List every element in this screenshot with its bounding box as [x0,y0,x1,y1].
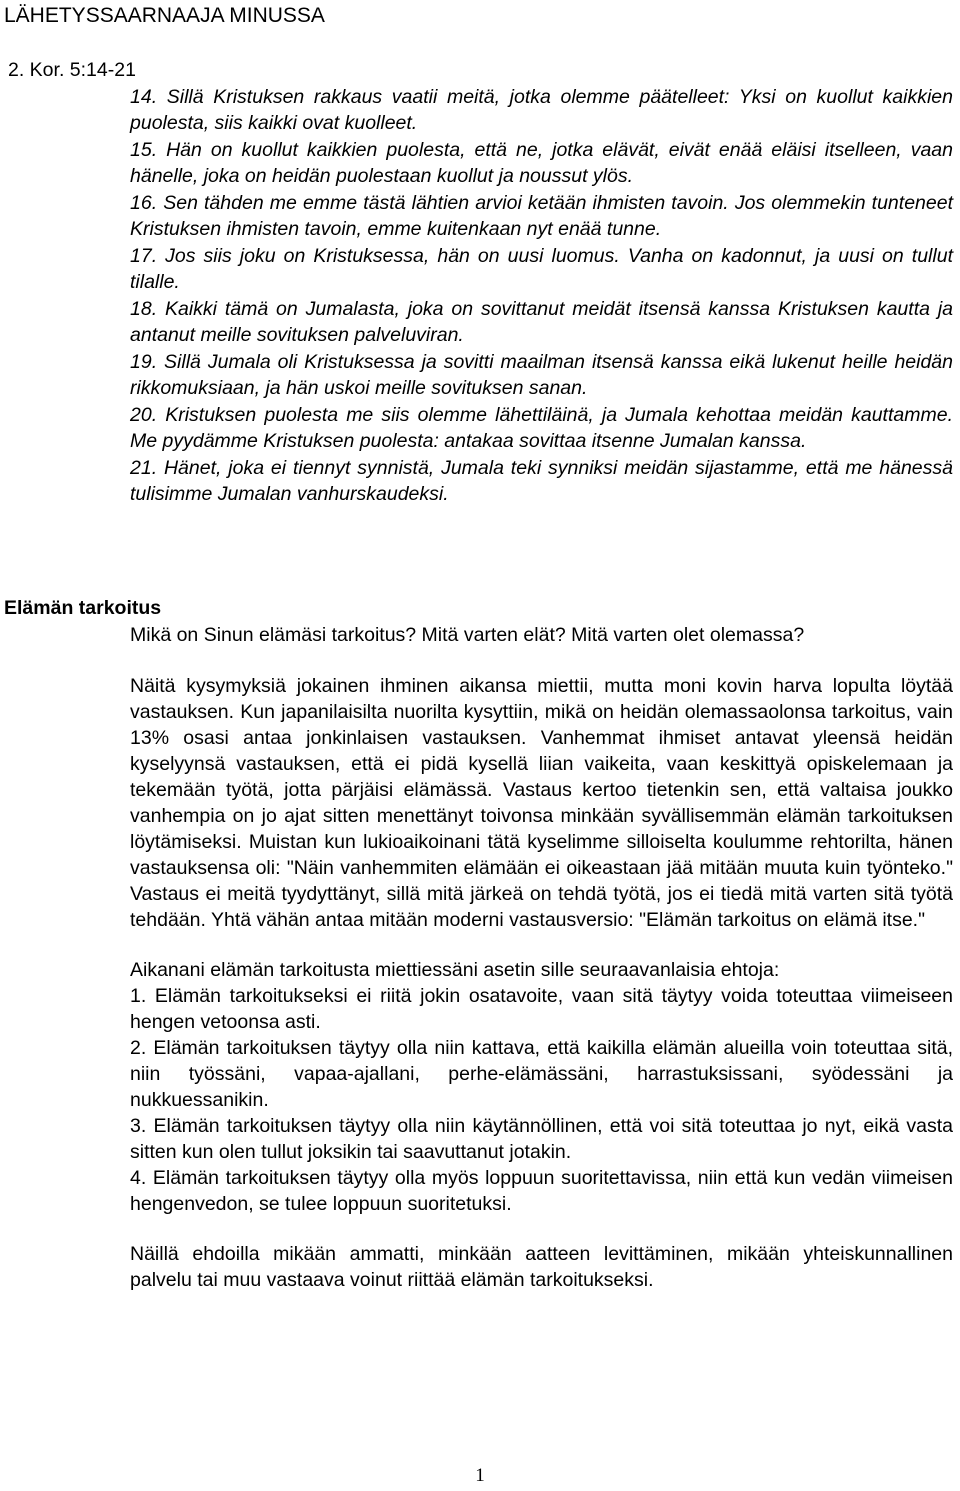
spacer [130,1217,953,1241]
body-text [130,622,953,1293]
verse-17: 17. Jos siis joku on Kristuksessa, hän on uusi luomus. Vanha on kadonnut, ja uusi on tullut tilalle. [130,245,953,293]
document-title: LÄHETYSSAARNAAJA MINUSSA [4,4,325,27]
spacer [130,648,953,673]
conditions-intro: Aikanani elämän tarkoitusta miettiessäni asetin sille seuraavanlaisia ehtoja: [130,959,780,981]
page-number: 1 [475,1465,485,1486]
section-heading: Elämän tarkoitus [4,597,162,619]
paragraph-1: Näitä kysymyksiä jokainen ihminen aikansa miettii, mutta moni kovin harva lopulta löytää vastauksen. Kun japanilaisilta nuorilta kysyttiin, mikä on heidän olemassaolonsa tarkoitus, vain 13% osasi antaa jonkinlaisen vastauksen. Vanhemmat ihmiset antavat yleensä heidän kyselyynsä vastauksen, että ei pidä kysellä liian vaikeita, vaan keskittyä opiskelemaan ja tekemään työtä, jotta pärjäisi elämässä. Vastaus kertoo tietenkin sen, että valtaisa joukko vanhempia on jo ajat sitten menettänyt toivonsa minkään syvällisemmän elämän tarkoituksen löytämiseksi. Muistan kun lukioaikoinani tätä kyselimme silloiselta koulumme rehtorilta, hänen vastauksensa oli: "Näin vanhemmiten elämään ei oikeastaan jää mitään muuta kuin työnteko." Vastaus ei meitä tyydyttänyt, sillä mitä järkeä on tehdä työtä, jos ei tiedä mitä varten sitä työtä tehdään. Yhtä vähän antaa mitään moderni vastausversio: "Elämän tarkoitus on elämä itse." [130,675,953,931]
verse-16: 16. Sen tähden me emme tästä lähtien arvioi ketään ihmisten tavoin. Jos olemmekin tunteneet Kristuksen ihmisten tavoin, emme kuitenkaan nyt enää tunne. [130,192,953,240]
verse-20: 20. Kristuksen puolesta me siis olemme lähettiläinä, ja Jumala kehottaa meidän kauttamme. Me pyydämme Kristuksen puolesta: antakaa sovittaa itsenne Jumalan kanssa. [130,404,953,452]
question-line: Mikä on Sinun elämäsi tarkoitus? Mitä varten elät? Mitä varten olet olemassa? [130,624,805,646]
condition-1: 1. Elämän tarkoitukseksi ei riitä jokin osatavoite, vaan sitä täytyy voida toteuttaa viimeiseen hengen vetoonsa asti. [130,985,953,1033]
spacer [130,933,953,957]
verse-15: 15. Hän on kuollut kaikkien puolesta, että ne, jotka elävät, eivät enää eläisi itselleen, vaan hänelle, joka on heidän puolestaan kuollut ja noussut ylös. [130,139,953,187]
condition-2: 2. Elämän tarkoituksen täytyy olla niin kattava, että kaikilla elämän alueilla voin toteuttaa sitä, niin työssäni, vapaa-ajallani, perhe-elämässäni, harrastuksissani, syödessäni ja nukkuessanikin. [130,1037,953,1111]
verse-14: 14. Sillä Kristuksen rakkaus vaatii meitä, jotka olemme päätelleet: Yksi on kuollut kaikkien puolesta, siis kaikki ovat kuolleet. [130,86,953,134]
condition-4: 4. Elämän tarkoituksen täytyy olla myös loppuun suoritettavissa, niin että kun vedän viimeisen hengenvedon, se tulee loppuun suoritetuksi. [130,1167,953,1215]
verse-list [130,84,953,508]
paragraph-2: Näillä ehdoilla mikään ammatti, minkään aatteen levittäminen, mikään yhteiskunnallinen palvelu tai muu vastaava voinut riittää elämän tarkoitukseksi. [130,1243,953,1291]
verse-18: 18. Kaikki tämä on Jumalasta, joka on sovittanut meidät itsensä kanssa Kristuksen kautta ja antanut meille sovituksen palveluviran. [130,298,953,346]
verse-21: 21. Hänet, joka ei tiennyt synnistä, Jumala teki synniksi meidän sijastamme, että me hänessä tulisimme Jumalan vanhurskaudeksi. [130,457,953,505]
scripture-reference: 2. Kor. 5:14-21 [8,59,136,81]
verse-19: 19. Sillä Jumala oli Kristuksessa ja sovitti maailman itsensä kanssa eikä lukenut heille heidän rikkomuksiaan, ja hän uskoi meille sovituksen sanan. [130,351,953,399]
condition-3: 3. Elämän tarkoituksen täytyy olla niin käytännöllinen, että voi sitä toteuttaa jo nyt, eikä vasta sitten kun olen tullut joksikin tai saavuttanut jotakin. [130,1115,953,1163]
